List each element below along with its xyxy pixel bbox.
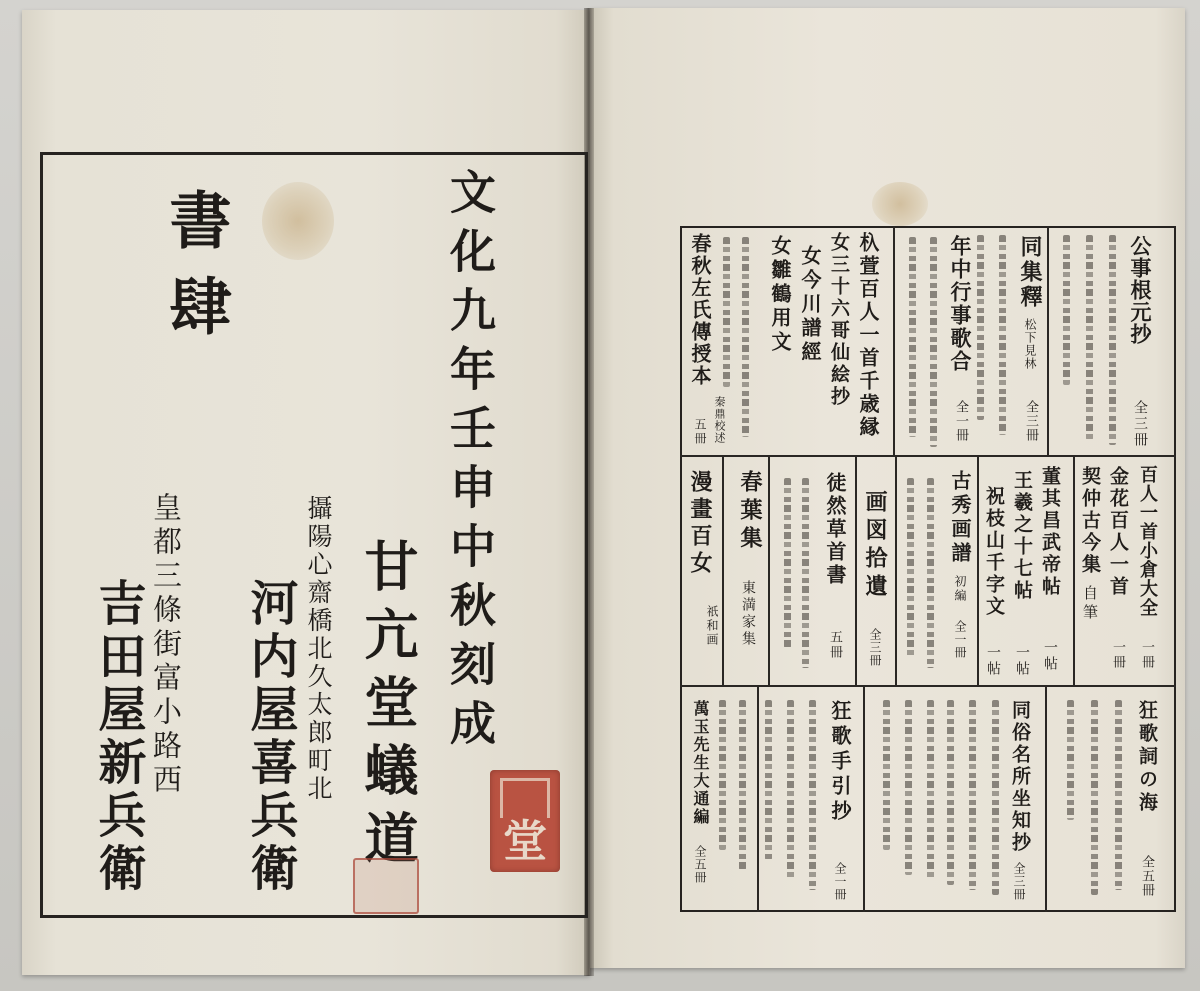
illegible-note-column bbox=[802, 478, 809, 668]
book-volumes: 五冊 bbox=[693, 418, 707, 446]
book-volumes: 全三冊 bbox=[1012, 862, 1026, 901]
book-volumes: 一冊 bbox=[1110, 640, 1125, 670]
book-note: 自筆 bbox=[1081, 585, 1099, 623]
illegible-note-column bbox=[1115, 700, 1122, 890]
book-author: 秦鼎校述 bbox=[713, 396, 726, 444]
book-title: 古秀画譜 bbox=[948, 470, 972, 566]
illegible-note-column bbox=[765, 700, 772, 860]
illegible-note-column bbox=[883, 700, 890, 850]
book-title: 公事根元抄 bbox=[1128, 235, 1153, 345]
illegible-note-column bbox=[992, 700, 999, 895]
illegible-note-column bbox=[905, 700, 912, 875]
book-volumes: 一帖 bbox=[985, 645, 1001, 677]
illegible-note-column bbox=[947, 700, 954, 885]
book-volumes: 一帖 bbox=[1042, 640, 1058, 672]
book-title: 同集釋 bbox=[1017, 235, 1043, 310]
book-title: 王羲之十七帖 bbox=[1011, 470, 1033, 602]
book-volumes: 一帖 bbox=[1014, 645, 1030, 677]
book-title: 金花百人一首 bbox=[1107, 466, 1129, 598]
column-divider bbox=[977, 455, 979, 685]
book-title: 女三十六哥仙絵抄 bbox=[828, 232, 850, 408]
book-title: 春葉集 bbox=[737, 470, 763, 554]
seal-text: 堂 bbox=[503, 816, 547, 867]
book-title: 萬玉先生大通編 bbox=[691, 700, 710, 826]
book-volumes: 一冊 bbox=[1139, 640, 1154, 670]
illegible-note-column bbox=[1109, 235, 1116, 445]
book-volumes: 全三冊 bbox=[868, 628, 882, 667]
illegible-note-column bbox=[739, 700, 746, 870]
column-divider bbox=[863, 685, 865, 912]
book-volumes: 五冊 bbox=[827, 630, 842, 660]
book-volumes: 全三冊 bbox=[1132, 400, 1148, 448]
illegible-note-column bbox=[927, 700, 934, 880]
column-divider bbox=[757, 685, 759, 912]
publisher-line: 甘亢堂蟻道 bbox=[356, 538, 420, 878]
bookseller-label: 書肆 bbox=[159, 188, 232, 360]
illegible-note-column bbox=[969, 700, 976, 890]
book-title: 狂歌詞の海 bbox=[1136, 700, 1158, 815]
book-title: 董其昌武帝帖 bbox=[1039, 466, 1061, 598]
illegible-note-column bbox=[1067, 700, 1074, 820]
illegible-note-column bbox=[787, 700, 794, 880]
column-divider bbox=[895, 455, 897, 685]
column-divider bbox=[1045, 685, 1047, 912]
book-title: 女雛鶴用文 bbox=[768, 235, 792, 355]
illegible-note-column bbox=[927, 478, 934, 668]
book-note: 東満家集 bbox=[740, 580, 756, 648]
illegible-note-column bbox=[723, 237, 730, 387]
book-title: 女今川譜經 bbox=[798, 245, 822, 365]
book-volumes: 全五冊 bbox=[1139, 855, 1154, 897]
book-author: 松下見林 bbox=[1023, 318, 1037, 370]
section-divider bbox=[680, 685, 1176, 687]
book-note: 祇和画 bbox=[705, 605, 719, 647]
column-divider bbox=[855, 455, 857, 685]
illegible-note-column bbox=[809, 700, 816, 890]
book-title: 杁萱百人一首千歳縁 bbox=[856, 232, 880, 439]
book-volumes: 全一冊 bbox=[833, 862, 847, 901]
illegible-note-column bbox=[1091, 700, 1098, 895]
book-title: 同俗名所坐知抄 bbox=[1009, 700, 1031, 854]
book-title: 百人一首小倉大全 bbox=[1137, 465, 1158, 617]
book-title: 狂歌手引抄 bbox=[828, 700, 852, 825]
book-volumes: 全一冊 bbox=[953, 620, 967, 659]
illegible-note-column bbox=[719, 700, 726, 850]
date-line: 文化九年壬申中秋刻成 bbox=[443, 168, 497, 758]
column-divider bbox=[1047, 226, 1049, 455]
illegible-note-column bbox=[742, 237, 749, 437]
book-volumes: 全五冊 bbox=[693, 845, 707, 884]
column-divider bbox=[893, 226, 895, 455]
book-edition: 初編 bbox=[953, 575, 967, 603]
illegible-note-column bbox=[1086, 235, 1093, 440]
book-volumes: 全三冊 bbox=[1023, 400, 1038, 442]
section-divider bbox=[680, 455, 1176, 457]
illegible-note-column bbox=[999, 235, 1006, 435]
illegible-note-column bbox=[977, 235, 984, 420]
book-title: 画図拾遺 bbox=[862, 490, 888, 602]
seller1-address: 攝陽心齋橋北久太郎町北 bbox=[304, 495, 333, 803]
seller1-name: 河内屋喜兵衛 bbox=[242, 578, 298, 896]
illegible-note-column bbox=[930, 237, 937, 447]
illegible-note-column bbox=[907, 478, 914, 658]
book-title: 徒然草首書 bbox=[823, 472, 847, 587]
illegible-note-column bbox=[1063, 235, 1070, 385]
column-divider bbox=[768, 455, 770, 685]
illegible-note-column bbox=[909, 237, 916, 437]
column-divider bbox=[1073, 455, 1075, 685]
seller2-address: 皇都三條街富小路西 bbox=[149, 492, 183, 798]
book-title: 契仲古今集 bbox=[1079, 466, 1101, 576]
book-title: 年中行事歌合 bbox=[948, 235, 973, 373]
seller2-name: 吉田屋新兵衛 bbox=[90, 578, 146, 896]
book-title: 春秋左氏傳授本 bbox=[688, 233, 712, 387]
column-divider bbox=[722, 455, 724, 685]
book-title: 祝枝山千字文 bbox=[983, 486, 1005, 618]
book-title: 漫畫百女 bbox=[687, 470, 713, 578]
illegible-note-column bbox=[784, 478, 791, 648]
book-volumes: 全一冊 bbox=[953, 400, 968, 442]
